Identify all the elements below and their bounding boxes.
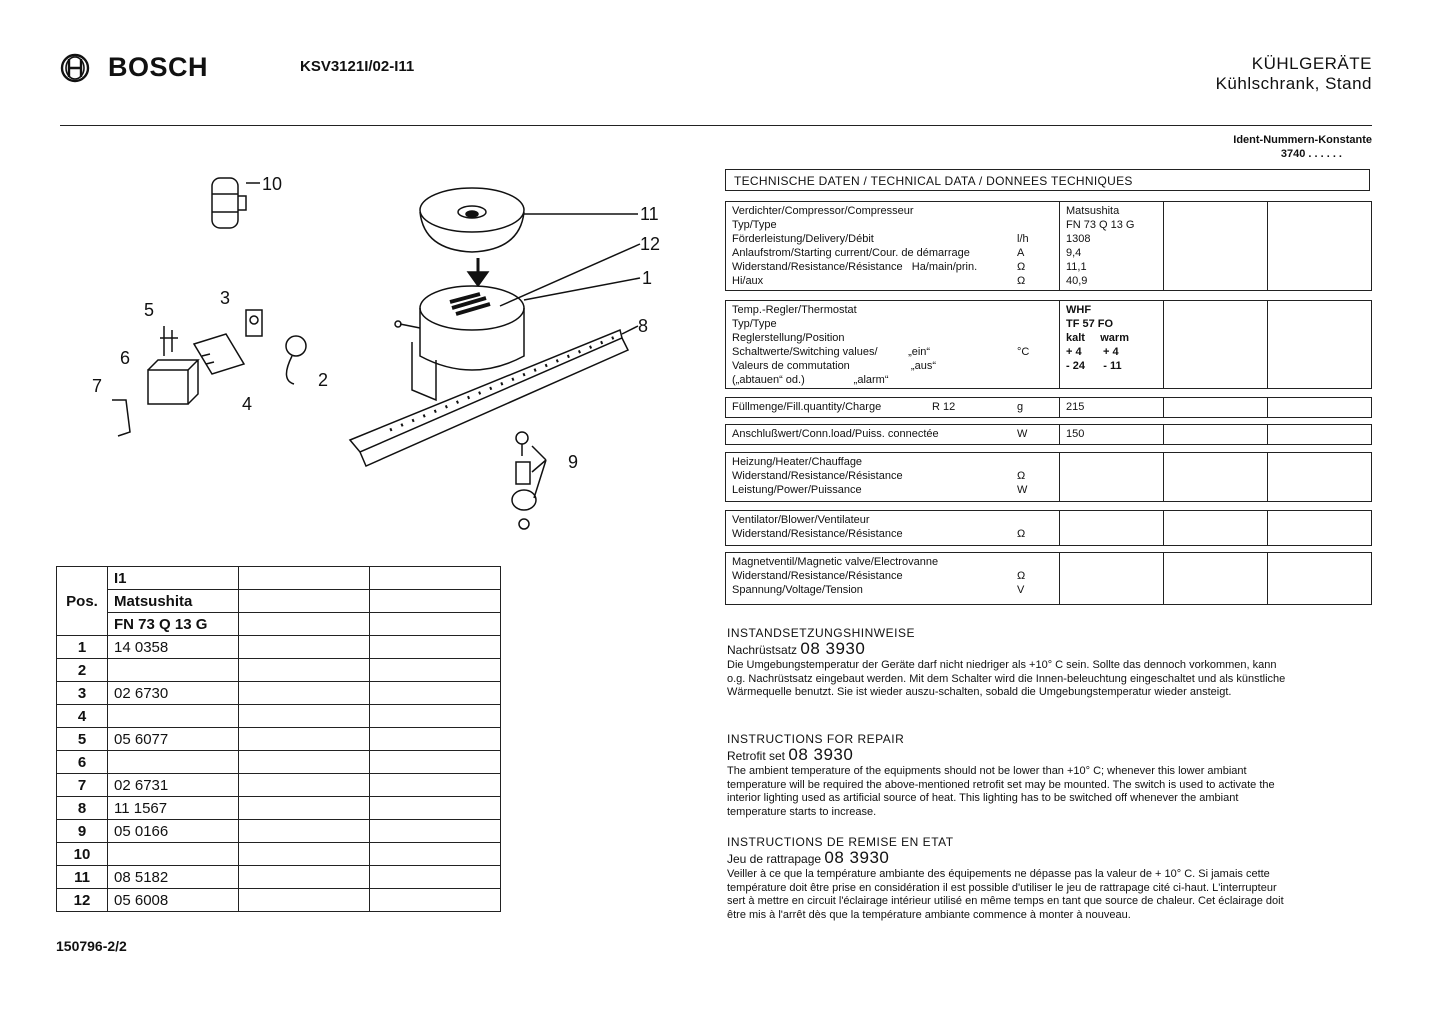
pos-cell: 12 [57,889,108,912]
part-number-cell: 05 0166 [108,820,239,843]
thermostat-block [725,300,1372,389]
label-9: 9 [568,452,579,472]
pos-cell: 7 [57,774,108,797]
spec-line [732,455,1053,469]
load-value: 150 [1059,425,1163,444]
variant-header: I1 [108,567,239,590]
spec-line [732,373,1053,387]
empty-cell [370,843,501,866]
instructions-de [727,626,1287,700]
spec-value: + 4 + 4 [1066,346,1119,358]
instructions-fr [727,835,1287,922]
spec-unit: W [1017,484,1028,496]
spec-unit: Ω [1017,470,1026,482]
empty-cell [1267,202,1371,290]
spec-line [732,331,1053,345]
blower-labels [726,511,1059,545]
category [1216,54,1372,94]
part-number-cell: 14 0358 [108,636,239,659]
ident-value: 3740 . . . . . . [1280,148,1342,160]
exploded-parts-diagram [60,160,680,550]
model-number: KSV3121I/02-I11 [300,58,415,75]
spec-value: - 24 - 11 [1066,360,1122,372]
pos-cell: 5 [57,728,108,751]
ident-block [1233,133,1372,161]
spec-label: Verdichter/Compressor/Compresseur [732,205,914,217]
empty-cell [239,751,370,774]
spec-unit [1017,455,1053,469]
empty-cell [239,590,370,613]
spec-unit: Ω [1017,261,1026,273]
part-number-cell [108,751,239,774]
spec-unit [1017,317,1053,331]
label-8: 8 [638,316,649,336]
document-code: 150796-2/2 [56,938,127,954]
valve-labels [726,553,1059,604]
spec-line [732,204,1053,218]
spec-value [1066,373,1157,387]
spec-unit: Ω [1017,528,1026,540]
heater-block [725,452,1372,502]
empty-cell [239,843,370,866]
load-label: Anschlußwert/Conn.load/Puiss. connectée [732,428,939,440]
table-row [57,659,501,682]
label-4: 4 [242,394,253,414]
part-4-drawing [194,334,244,374]
table-row [57,682,501,705]
label-3: 3 [220,288,231,308]
charge-label-cell [726,398,1059,417]
empty-cell [239,705,370,728]
spec-value: Matsushita [1066,205,1120,217]
empty-cell [370,590,501,613]
spec-label: Temp.-Regler/Thermostat [732,304,857,316]
empty-cell [1163,553,1267,604]
compressor-values [1059,202,1163,290]
instructions-en [727,732,1287,819]
empty-cell [1059,511,1163,545]
part-number-cell: 11 1567 [108,797,239,820]
label-6: 6 [120,348,131,368]
pos-cell: 2 [57,659,108,682]
charge-unit: g [1017,401,1024,413]
spec-line [732,274,1053,288]
empty-cell [1163,202,1267,290]
pos-cell: 6 [57,751,108,774]
empty-cell [370,774,501,797]
part-3-drawing [246,310,262,336]
spec-label: Förderleistung/Delivery/Débit [732,233,874,245]
empty-cell [1163,301,1267,389]
spec-unit: °C [1017,346,1030,358]
spec-value: TF 57 FO [1066,318,1114,330]
spec-unit [1017,373,1053,387]
label-10: 10 [262,174,283,194]
empty-cell [1267,553,1371,604]
part-number-cell [108,659,239,682]
pos-cell: 3 [57,682,108,705]
table-row [57,797,501,820]
empty-cell [1267,301,1371,389]
spec-label: Anlaufstrom/Starting current/Cour. de démarrage [732,247,970,259]
spec-line [732,260,1053,274]
kit-label-en: Retrofit set [727,749,786,763]
empty-cell [239,774,370,797]
part-number-cell: 08 5182 [108,866,239,889]
label-1: 1 [642,268,653,288]
spec-line [732,317,1053,331]
kit-label-fr: Jeu de rattrapage [727,852,822,866]
table-row [57,636,501,659]
part-number-cell: 05 6008 [108,889,239,912]
part-9-drawing [512,432,546,529]
header-rule [60,125,1372,126]
empty-cell [370,613,501,636]
spec-label: Reglerstellung/Position [732,332,845,344]
spec-unit: A [1017,247,1025,259]
category-sub: Kühlschrank, Stand [1215,74,1372,93]
empty-cell [370,751,501,774]
empty-cell [370,866,501,889]
spec-unit [1017,555,1053,569]
instructions-fr-heading: INSTRUCTIONS DE REMISE EN ETAT [727,835,954,849]
spec-unit [1017,303,1053,317]
spec-line [732,246,1053,260]
pos-cell: 10 [57,843,108,866]
heater-labels [726,453,1059,501]
instructions-en-text: The ambient temperature of the equipments should not be lower than +10° C; whenever this lower ambiant temperature will be required the above-mentioned retrofit set may be mounted. The switch is used to activate the interior lighting used as artificial source of heat. This lighting has to be switched off whenever the ambiant temperature starts to increase. [727,765,1275,818]
empty-cell [239,613,370,636]
part-number-cell: 02 6730 [108,682,239,705]
spec-unit: Ω [1017,275,1026,287]
empty-cell [1267,453,1371,501]
spec-label: Typ/Type [732,318,777,330]
empty-cell [370,889,501,912]
category-main: KÜHLGERÄTE [1251,54,1372,73]
thermostat-values [1059,301,1163,389]
label-12: 12 [640,234,661,254]
parts-table [56,566,501,912]
empty-cell [239,682,370,705]
table-row [57,751,501,774]
part-number-cell [108,843,239,866]
part-number-cell: 02 6731 [108,774,239,797]
pos-cell: 8 [57,797,108,820]
thermostat-labels [726,301,1059,389]
blower-block [725,510,1372,546]
instructions-de-heading: INSTANDSETZUNGSHINWEISE [727,626,915,640]
table-row [57,889,501,912]
brand-name: BOSCH [108,52,209,82]
empty-cell [239,866,370,889]
pos-cell: 4 [57,705,108,728]
charge-label: Füllmenge/Fill.quantity/Charge [732,401,882,413]
spec-line [732,483,1053,497]
table-row [57,866,501,889]
part-5-drawing [160,326,178,356]
spec-line [732,232,1053,246]
empty-cell [239,820,370,843]
spec-line [732,527,1053,541]
ident-label: Ident-Nummern-Konstante [1233,134,1372,146]
part-number-cell [108,705,239,728]
kit-number-de: 08 3930 [800,639,866,658]
spec-label: Spannung/Voltage/Tension [732,584,863,596]
spec-line [732,218,1053,232]
empty-cell [1267,398,1371,417]
spec-value: FN 73 Q 13 G [1066,219,1135,231]
empty-cell [239,567,370,590]
empty-cell [370,797,501,820]
pos-header: Pos. [57,567,108,636]
tech-data-title: TECHNISCHE DATEN / TECHNICAL DATA / DONNEES TECHNIQUES [725,169,1370,191]
spec-label: Heizung/Heater/Chauffage [732,456,863,468]
empty-cell [370,728,501,751]
empty-cell [370,705,501,728]
kit-label-de: Nachrüstsatz [727,643,798,657]
spec-line [732,555,1053,569]
pos-cell: 9 [57,820,108,843]
spec-unit [1017,513,1053,527]
empty-cell [1163,453,1267,501]
table-row [57,820,501,843]
empty-cell [370,659,501,682]
spec-unit: V [1017,584,1025,596]
spec-unit [1017,331,1053,345]
label-7: 7 [92,376,103,396]
load-block [725,424,1372,445]
pos-cell: 11 [57,866,108,889]
empty-cell [239,797,370,820]
spec-label: Schaltwerte/Switching values/ „ein“ [732,346,931,358]
part-11-drawing [420,188,638,252]
empty-cell [239,889,370,912]
spec-label: Hi/aux [732,275,764,287]
empty-cell [239,659,370,682]
instructions-en-heading: INSTRUCTIONS FOR REPAIR [727,732,905,746]
charge-value: 215 [1059,398,1163,417]
empty-cell [1163,425,1267,444]
part-8-rail-drawing [350,326,638,466]
part-6-drawing [148,360,198,404]
bosch-logo-icon [60,53,90,83]
spec-value: 1308 [1066,233,1091,245]
spec-line [732,469,1053,483]
table-row [57,774,501,797]
label-11: 11 [640,204,659,224]
load-label-cell [726,425,1059,444]
spec-unit [1017,204,1053,218]
spec-label: Typ/Type [732,219,777,231]
part-number-cell: 05 6077 [108,728,239,751]
table-row [57,705,501,728]
empty-cell [370,682,501,705]
spec-line [732,359,1053,373]
spec-label: Widerstand/Resistance/Résistance [732,528,903,540]
instructions-de-text: Die Umgebungstemperatur der Geräte darf nicht niedriger als +10° C sein. Sollte das dennoch vorkommen, kann o.g. Nachrüstsatz eingebaut werden. Mit dem Schalter wird die Innen-beleuchtung eingeschaltet und als künstliche Wärmequelle benutzt. Sie ist wieder auszu-schalten, sobald die Umgebungstemperatur wieder ansteigt. [727,659,1286,698]
spec-label: Leistung/Power/Puissance [732,484,862,496]
spec-line [732,345,1053,359]
charge-refrigerant: R 12 [932,401,956,413]
empty-cell [1163,398,1267,417]
label-5: 5 [144,300,155,320]
empty-cell [239,636,370,659]
brand [60,52,208,83]
spec-line [732,583,1053,597]
spec-label: Widerstand/Resistance/Résistance [732,570,903,582]
empty-cell [1267,511,1371,545]
spec-value: 11,1 [1066,261,1087,273]
spec-line [732,569,1053,583]
spec-label: Valeurs de commutation „aus“ [732,360,936,372]
kit-number-en: 08 3930 [788,745,854,764]
spec-label: („abtauen“ od.) „alarm“ [732,374,889,386]
valve-block [725,552,1372,605]
empty-cell [370,567,501,590]
spec-value: kalt warm [1066,332,1129,344]
part-10-drawing [212,178,260,228]
table-row [57,728,501,751]
empty-cell [239,728,370,751]
load-unit: W [1017,428,1028,440]
maker-header: Matsushita [108,590,239,613]
spec-unit [1017,218,1053,232]
part-7-drawing [112,400,130,436]
spec-value: WHF [1066,304,1092,316]
spec-value: 40,9 [1066,275,1088,287]
kit-number-fr: 08 3930 [824,848,890,867]
table-row [57,843,501,866]
pos-cell: 1 [57,636,108,659]
empty-cell [1059,553,1163,604]
empty-cell [370,636,501,659]
empty-cell [1267,425,1371,444]
spec-label: Ventilator/Blower/Ventilateur [732,514,870,526]
spec-label: Widerstand/Resistance/Résistance [732,470,903,482]
part-2-drawing [286,336,306,384]
instructions-fr-text: Veiller à ce que la température ambiante des équipements ne dépasse pas la valeur de + 10° C. Si jamais cette température doit être prise en considération il est possible d'utiliser le jeu de rattrapage cité ci-haut. L'interrupteur sert à mettre en circuit l'éclairage intérieur utilisé en même temps en tant que source de chaleur. Cet éclairage doit être mis à l'arrêt dès que la température ambiante commence à monter à nouveau. [727,868,1284,921]
charge-block [725,397,1372,418]
label-2: 2 [318,370,329,390]
spec-unit: l/h [1017,233,1029,245]
spec-label: Widerstand/Resistance/Résistance Ha/main/prin. [732,261,978,273]
empty-cell [370,820,501,843]
compressor-header: FN 73 Q 13 G [108,613,239,636]
compressor-block [725,201,1372,291]
spec-value: 9,4 [1066,247,1082,259]
empty-cell [1059,453,1163,501]
spec-unit: Ω [1017,570,1026,582]
compressor-labels [726,202,1059,290]
spec-line [732,513,1053,527]
spec-label: Magnetventil/Magnetic valve/Electrovanne [732,556,939,568]
spec-line [732,303,1053,317]
spec-unit [1017,359,1053,373]
empty-cell [1163,511,1267,545]
